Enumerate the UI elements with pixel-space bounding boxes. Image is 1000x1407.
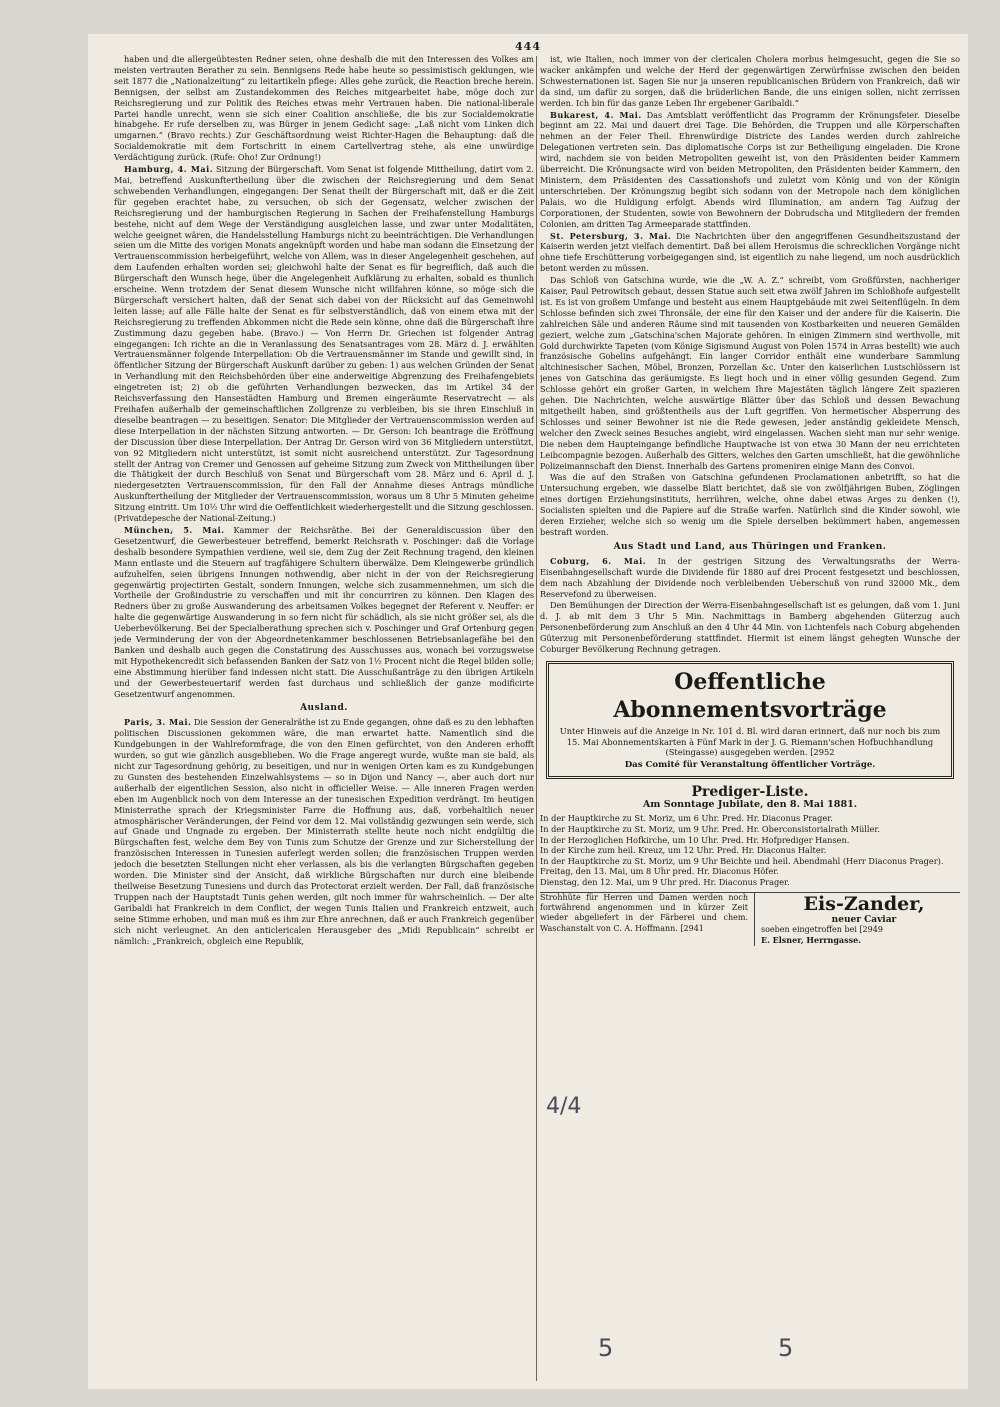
article-paragraph [114,525,534,700]
article-dateline: St. Petersburg, 3. Mai. [550,230,672,241]
article-paragraph [540,275,960,471]
bottom-ads [540,892,960,953]
pencil-mark: 4/4 [546,1094,582,1119]
article-text: In der gestrigen Sitzung des Verwaltungsraths der Werra-Eisenbahngesellschaft wurde die Dividende für 1880 auf drei Procent festgesetzt und beschlossen, dem nach Abzahlung der Dividende noch verbleibenden Ueberschuß von rund 32000 Mk., dem Reservefond zu überweisen. [540,555,960,599]
article-text: Die Nachrichten über den angegriffenen Gesundheitszustand der Kaiserin werden jetzt vielfach dementirt. Daß bei allem Heroismus die schrecklichen Vorgänge nicht ohne tiefe Erschütterung vorbeigegangen sind, ist eigentlich zu nahe liegend, um noch ausdrücklich betont werden zu müssen. [540,230,960,274]
pencil-mark: 5 [598,1334,614,1362]
article-paragraph [540,600,960,655]
right-column-articles [540,54,960,655]
article-text: Kammer der Reichsräthe. Bei der Generaldiscussion über den Gesetzentwurf, die Gewerbesteuer betreffend, bemerkt Reichsrath v. Poschinger: daß die Vorlage deshalb besondere Sympathien verdiene, weil sie, dem Zug der Zeit Rechnung tragend, den kleinen Mann entlaste und die Steuern auf tragfähigere Schultern überwälze. Dem Kleingewerbe gründlich aufzuhelfen, seien übrigens Innungen nothwendig, aber nicht in der von der Reichsregierung gegenwärtig projectirten Gestalt, sondern Innungen, welche sich zusammennehmen, um sich die Vortheile der Großindustrie zu verschaffen und mit ihr concurriren zu können. Den Klagen des Redners über zu große Auswanderung des arbeitsamen Volkes begegnet der Referent v. Neuffer: er halte die gegenwärtige Auswanderung in so fern nicht für schädlich, als sie nicht größer sei, als die Ueberbevölkerung. Bei der Specialberathung sprechen sich v. Poschinger und Graf Ortenburg gegen jede Verminderung der von der Abgeordnetenkammer beschlossenen Betriebsanlagefähe bei den Banken und deshalb auch gegen die Constatirung des Ausschusses aus, wonach bei vorzugsweise mit Hypothekencredit sich befassenden Banken der Satz von 1½ Procent nicht die Regel bilden solle; eine Abstimmung hierüber fand indessen nicht statt. Die Ausschußanträge zu den übrigen Artikeln und der Gewerbesteuertarif werden fast durchaus und schließlich der ganze modificirte Gesetzentwurf angenommen. [114,524,534,699]
prediger-entry: Freitag, den 13. Mai, um 8 Uhr pred. Hr. Diaconus Höfer. [540,866,779,877]
prediger-entry: In der Kirche zum heil. Kreuz, um 12 Uhr. Pred. Hr. Diaconus Halter. [540,845,827,856]
prediger-entry: In der Hauptkirche zu St. Moriz, um 9 Uhr. Pred. Hr. Oberconsistorialrath Müller. [540,824,881,835]
pencil-mark: 5 [778,1334,794,1362]
article-text: Die Session der Generalräthe ist zu Ende gegangen, ohne daß es zu den lebhaften politischen Discussionen gekommen wäre, die man erwartet hatte. Namentlich sind die Kundgebungen in der Wahlreformfrage, die von den Einen gefürchtet, von den Anderen erhofft wurden, so gut wie gänzlich ausgeblieben. Wo die Frage angeregt wurde, wußte man sie bald, als nicht zur Tagesordnung gehörig, zu beseitigen, und nur in wenigen Orten kam es zu Kundgebungen zu Gunsten des bestehenden Einzelwahlsystems — so in Dijon und Nancy —, aber auch dort nur außerhalb der eigentlichen Session, also nicht in officieller Weise. — Alle inneren Fragen werden eben im Augenblick noch von dem Interesse an der tunesischen Expedition verdrängt. Im heutigen Ministerrathe sprach der Kriegsminister Farre die Hoffnung aus, daß, vorbehaltlich neuer atmosphärischer Veränderungen, der Feind vor dem 12. Mai vollständig gezwungen sein werde, sich auf Gnade und Ungnade zu ergeben. Der Ministerrath stellte heute noch nicht endgültig die Bürgschaften fest, welche dem Bey von Tunis zum Schutze der Grenze und zur Sicherstellung der französischen Interessen in Tunesien auferlegt werden sollen; die französischen Truppen werden jedoch die besetzten Stellungen nicht eher verlassen, als bis die verlangten Bürgschaften gegeben worden. Die Minister sind der Ansicht, daß wirkliche Bürgschaften nur durch eine bleibende theilweise Besetzung Tunesiens und durch das Protectorat erzielt werden. Der Fall, daß französische Truppen nach der Hauptstadt Tunis gehen werden, gilt noch immer für wahrscheinlich. — Der alte Garibaldi hat Frankreich in dem Conflict, der wegen Tunis Italien und Frankreich entzweit, auch seine Stimme erhoben, und man muß es ihm zur Ehre anrechnen, daß er auch Frankreich gegenüber sich nicht verleugnet. An den anticlericalen Herausgeber des „Midi Republicain“ schreibt er nämlich: „Frankreich, obgleich eine Republik, [114,717,534,946]
strohhuete-ad-number: [2941 [680,923,704,933]
column-divider [536,56,537,1381]
article-dateline: Coburg, 6. Mai. [550,555,647,566]
newspaper-page [88,34,968,1389]
article-text: Den Bemühungen der Direction der Werra-Eisenbahngesellschaft ist es gelungen, daß vom 1. Juni d. J. ab mit dem 3 Uhr 5 Min. Nachmittags in Bamberg abgehenden Güterzug auch Personenbeförderung zum Anschluß an den 4 Uhr 44 Min. von Lichtenfels nach Coburg abgehenden Güterzug mit Personenbeförderung stattfindet. Hiermit ist einem längst gehegten Wunsche der Coburger Bevölkerung Rechnung getragen. [540,600,960,655]
eiszander-ad [754,893,960,946]
eiszander-seller: E. Elsner, Herrngasse. [761,935,861,946]
prediger-entry: In der Hauptkirche zu St. Moriz, um 6 Uhr. Pred. Hr. Diaconus Prager. [540,813,833,824]
article-paragraph [540,110,960,230]
article-paragraph [540,54,960,109]
prediger-list [540,813,960,877]
prediger-note-text: Dienstag, den 12. Mai, um 9 Uhr pred. Hr. Diaconus Prager. [540,877,790,887]
article-text: Das Schloß von Gatschina wurde, wie die „W. A. Z.“ schreibt, vom Großfürsten, nachheriger Kaiser, Paul Petrowitsch gebaut, dessen Statue auch seit etwa zwölf Jahren im Schloßhofe aufgestellt ist. Es ist von großem Umfange und besteht aus einem Hauptgebäude mit zwei Seitenflügeln. In dem Schlosse befinden sich zwei Thronsäle, der eine für den Kaiser und der andere für die Kaiserin. Die zahlreichen Säle und anderen Räume sind mit tausenden von Kostbarkeiten und neueren Gemälden geziert, welche zum „Gatschina'schen Majorate gehören. In einigen Zimmern sind werthvolle, mit Gold durchwirkte Tapeten (vom Könige Sigismund August von Polen 1574 in Arras bestellt) wie auch französische Gobelins aufgehängt. Ein langer Corridor enthält eine wunderbare Sammlung altchinesischer Sachen, Möbel, Bronzen, Porzellan &c. Unter den kaiserlichen Lustschlössern ist jenes von Gatschina das geräumigste. Es liegt hoch und in einer völlig gesunden Gegend. Zum Schlosse gehört ein großer Garten, in welchem Ihre Majestäten täglich längere Zeit spazieren gehen. Die Nachrichten, welche auswärtige Blätter über das Schloß und dessen Bewachung mitgetheilt haben, sind größtentheils aus der Luft gegriffen. Von hermetischer Absperrung des Schlosses und seiner Bewohner ist nie die Rede gewesen, jeder anständig gekleidete Mensch, welcher den Zweck seines Besuches angiebt, wird eingelassen. Wachen sieht man nur sehr wenige. Die neben dem Haupteingange befindliche Hauptwache ist von etwa 30 Mann der neu errichteten Leibcompagnie bezogen. Außerhalb des Gitters, welches den Garten umschließt, hat die gewöhnliche Polizeimannschaft den Dienst. Innerhalb des Gartens promeniren einige Mann des Convoi. [540,275,960,471]
right-column [540,54,960,1381]
article-dateline: Paris, 3. Mai. [124,717,192,728]
prediger-entry: In der Hauptkirche zu St. Moriz, um 9 Uhr Beichte und heil. Abendmahl (Herr Diaconus Prager). [540,855,944,866]
section-heading: Aus Stadt und Land, aus Thüringen und Franken. [613,541,887,552]
article-paragraph [540,472,960,537]
abonnement-ad-number: [2952 [810,747,835,758]
strohhuete-ad-text: Strohhüte für Herren und Damen werden noch fortwährend angenommen und in kürzer Zeit wieder abgeliefert in der Färberei und chem. Waschanstalt von C. A. Hoffmann. [540,892,748,933]
section-heading: Ausland. [300,703,348,714]
prediger-date: Am Sonntage Jubilate, den 8. Mai 1881. [642,798,858,810]
prediger-entry: In der Herzoglichen Hofkirche, um 10 Uhr. Pred. Hr. Hofprediger Hansen. [540,834,850,845]
article-paragraph [540,556,960,600]
article-paragraph [540,231,960,275]
article-text: Das Amtsblatt veröffentlicht das Programm der Krönungsfeier. Dieselbe beginnt am 22. Mai und dauert drei Tage. Die Behörden, die Truppen und alle Körperschaften nehmen an der Feier Theil. Ehrenwürdige Districte des Landes werden durch zahlreiche Delegationen vertreten sein. Das diplomatische Corps ist zur Betheiligung eingeladen. Die Krone wird, nachdem sie von beiden Metropoliten geweiht ist, von den Präsidenten beider Kammern überreicht. Die Krönungsacte wird von beiden Metropoliten, den Präsidenten beider Kammern, den Ministern, dem Präsidenten des Cassationshofs und zuletzt vom König und von der Königin unterschrieben. Der Krönungszug begibt sich sodann von der Metropole nach dem königlichen Palais, wo die Huldigung erfolgt. Abends wird Illumination, am andern Tag Aufzug der Corporationen, der Studenten, sowie von Bewohnern der Dobrudscha und Mitgliedern der fremden Colonien, am dritten Tag Armeeparade stattfinden. [540,109,960,229]
prediger-note [540,877,960,888]
prediger-title: Prediger-Liste. [691,783,809,800]
article-paragraph [114,717,534,946]
article-paragraph [114,164,534,524]
eiszander-title: Eis-Zander, [803,892,925,915]
article-text: Was die auf den Straßen von Gatschina gefundenen Proclamationen anbetrifft, so hat die Untersuchung ergeben, wie dasselbe Blatt berichtet, daß sie von zwölfjährigen Buben, Zöglingen eines dortigen Erziehungsinstituts, herrühren, welche, ohne dabei etwas Arges zu denken (!), Socialisten spielten und die Papiere auf die Straße warfen. Natürlich sind die Kinder sowohl, wie deren Erzieher, welche sich so wenig um die Spiele derselben bekümmert haben, angemessen bestraft worden. [540,472,960,537]
article-text: Sitzung der Bürgerschaft. Vom Senat ist folgende Mittheilung, datirt vom 2. Mai, betreffend Auskunftertheilung über die zwischen der Reichsregierung und dem Senat schwebenden Verhandlungen, eingegangen: Der Senat theilt der Bürgerschaft mit, daß er die Zeit für gegeben erachtet habe, zu versuchen, ob sich der Gegensatz, welcher zwischen der Reichsregierung und der hamburgischen Regierung in Sachen der Freihafenstellung Hamburgs bestehe, nicht auf dem Wege der Verständigung ausgleichen lasse, und zwar unter Modalitäten, welche geeignet wären, die Handelsstellung Hamburgs nicht zu beeinträchtigen. Die Verhandlungen seien um die Mitte des vorigen Monats angeknüpft worden und habe man sodann die Einsetzung der Vertrauenscommission herbeigeführt, welche von Allem, was in dieser Angelegenheit geschehen, auf dem Laufenden erhalten worden sei; gleichwohl halte der Senat es für begreiflich, daß auch die Bürgerschaft den Wunsch hege, über die Angelegenheit Aufklärung zu erhalten, sobald es thunlich erscheine. Wenn trotzdem der Senat diesem Wunsche nicht willfahren könne, so möge sich die Bürgerschaft versichert halten, daß der Senat sich dabei von der Rücksicht auf das Gemeinwohl leiten lasse; auf alle Fälle halte der Senat es für selbstverständlich, daß von einem etwa mit der Reichsregierung zu treffenden Abkommen nicht die Rede sein könne, ohne daß die Bürgerschaft ihre Zustimmung dazu gegeben habe. (Bravo.) — Von Herrn Dr. Griechen ist folgender Antrag eingegangen: Ich richte an die in Veranlassung des Senatsantrages vom 28. März d. J. erwählten Vertrauensmänner folgende Interpellation: Ob die Vertrauensmänner im Stande und gewillt sind, in öffentlicher Sitzung der Bürgerschaft Auskunft darüber zu geben: 1) aus welchen Gründen der Senat in Verhandlung mit den Reichsbehörden über eine anderweitige Abgrenzung des Freihafengebiets eingetreten ist; 2) ob die geführten Verhandlungen bezwecken, das im Artikel 34 der Reichsverfassung den Hansestädten Hamburg und Bremen eingeräumte Reservatrecht — als Freihafen außerhalb der gemeinschaftlichen Zollgrenze zu verbleiben, bis sie ihren Einschluß in dieselbe beantragen — zu beseitigen. Senator: Die Mitglieder der Vertrauenscommission werden auf diese Interpellation in der nächsten Sitzung antworten. — Dr. Gerson: Ich beantrage die Eröffnung der Discussion über diese Interpellation. Der Antrag Dr. Gerson wird von 36 Mitgliedern unterstützt, von 92 Mitgliedern nicht unterstützt, ist somit nicht ausreichend unterstützt. Zur Tagesordnung stellt der Antrag von Cremer und Genossen auf geheime Sitzung zum Zweck von Mittheilungen über die Thätigkeit der durch Beschluß von Senat und Bürgerschaft vom 28. März und 6. April d. J. niedergesetzten Vertrauenscommission, für den Fall der Annahme dieses Antrags mündliche Auskunftertheilung der Mitglieder der Vertrauenscommission, woraus um 8 Uhr 5 Minuten geheime Sitzung eintritt. Um 10½ Uhr wird die Oeffentlichkeit wiederhergestellt und die Sitzung geschlossen. (Privatdepesche der National-Zeitung.) [114,164,534,524]
article-dateline: Hamburg, 4. Mai. [124,164,214,175]
abonnement-ad-title: Oeffentliche Abonnementsvorträge [613,668,887,723]
abonnement-ad-text [555,726,945,758]
abonnement-ad [546,661,954,779]
eiszander-number: [2949 [859,925,883,934]
page-number: 444 [515,40,541,53]
eiszander-text: soeben eingetroffen bei [761,925,857,934]
eiszander-subtitle: neuer Caviar [831,914,897,925]
left-column [114,54,534,1381]
article-text: haben und die allergeübtesten Redner seien, ohne deshalb die mit den Interessen des Volkes am meisten vertrauten Berather zu sein. Bennigsens Rede habe heute so pessimistisch geklungen, wie seit 1877 die „Nationalzeitung“ zu leitartikeln pflege: Alles gehe zurück, die Reaction breche herein. Bennigsen, der selbst am Zustandekommen des Reiches mitgearbeitet habe, möge doch zur Reichsregierung und zur Politik des Reiches etwas mehr Vertrauen haben. Die national-liberale Partei handle unrecht, wenn sie sich einer Coalition anschließe, die bis zur Socialdemokratie hinabgehe. Er rufe derselben zu, was Bürger in jenem Gedicht sage: „Laß nicht vom Linken dich umgarnen.“ (Bravo rechts.) Zur Geschäftsordnung weist Richter-Hagen die Behauptung: daß die Socialdemokratie mit dem Fortschritt in einem Cartellvertrag stehe, als eine unwürdige Verdächtigung zurück. (Rufe: Oho! Zur Ordnung!) [114,54,534,163]
strohhuete-ad [540,893,748,935]
abonnement-ad-body: Unter Hinweis auf die Anzeige in Nr. 101 d. Bl. wird daran erinnert, daß nur noch bis zum 15. Mai Abonnementskarten à Fünf Mark in der J. G. Riemann'schen Hofbuchhandlung (Steingasse) ausgegeben werden. [559,725,941,758]
article-text: ist, wie Italien, noch immer von der clericalen Cholera morbus heimgesucht, gegen die Sie so wacker ankämpfen und welche der Herd der gegenwärtigen Zerwürfnisse zwischen den beiden Schwesternationen ist. Sagen Sie nur ja unseren republicanischen Brüdern von Frankreich, daß wir da sind, um dafür zu sorgen, daß die brüderlichen Bande, die uns einigen sollen, nicht zerrissen werden. Ich bin für das ganze Leben Ihr ergebener Garibaldi.“ [540,54,960,108]
eiszander-line [761,925,960,935]
article-dateline: München, 5. Mai. [124,524,225,535]
article-dateline: Bukarest, 4. Mai. [550,109,642,120]
article-paragraph [114,54,534,163]
abonnement-ad-footer: Das Comité für Veranstaltung öffentlicher Vorträge. [624,759,876,770]
